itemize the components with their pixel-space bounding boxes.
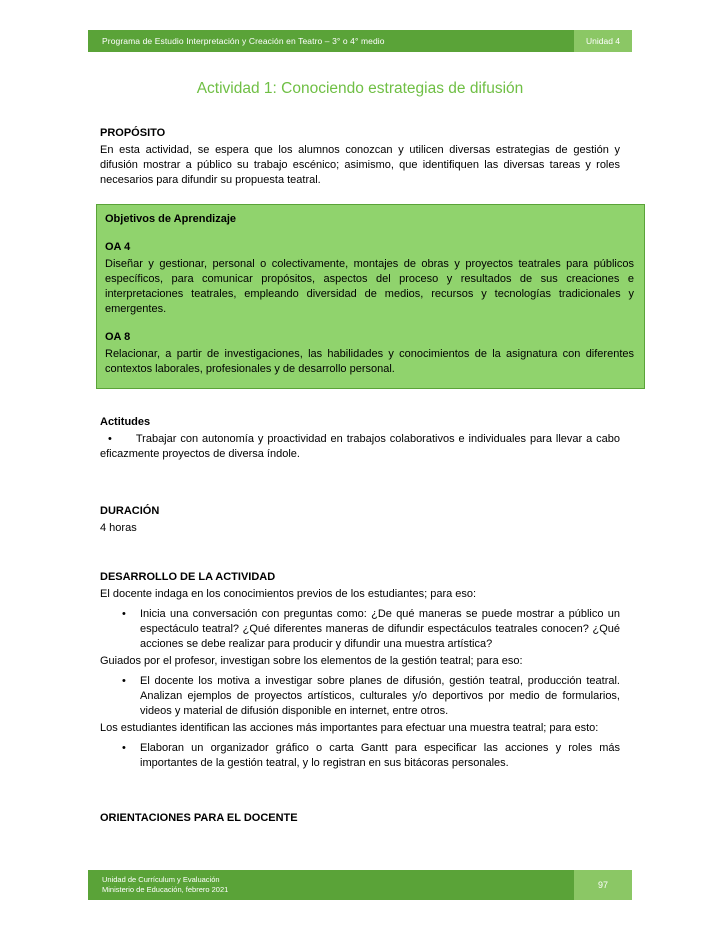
oa-box-heading: Objetivos de Aprendizaje xyxy=(105,213,237,225)
footer-bar xyxy=(88,870,632,900)
desarrollo-intro-3: Los estudiantes identifican las acciones más importantes para efectuar una muestra teatral; para esto: xyxy=(100,722,599,734)
orientaciones-heading: ORIENTACIONES PARA EL DOCENTE xyxy=(100,812,298,824)
oa4-code: OA 4 xyxy=(105,241,131,253)
desarrollo-section xyxy=(100,570,620,771)
duracion-heading: DURACIÓN xyxy=(100,505,160,517)
header-program-title: Programa de Estudio Interpretación y Creación en Teatro – 3° o 4° medio xyxy=(88,30,574,52)
list-item: • Elaboran un organizador gráfico o carta Gantt para especificar las acciones y roles más importantes de la gestión teatral, y lo registran en sus bitácoras personales. xyxy=(100,741,620,771)
page-number: 97 xyxy=(574,870,632,900)
spacer xyxy=(105,317,634,330)
duracion-value: 4 horas xyxy=(100,522,137,534)
footer-line1: Unidad de Currículum y Evaluación xyxy=(102,875,220,884)
desarrollo-bullets-3 xyxy=(100,741,620,771)
actitudes-bullet xyxy=(100,432,620,462)
objetivos-box xyxy=(96,204,645,389)
desarrollo-bullets-1 xyxy=(100,607,620,652)
desarrollo-bullets-2 xyxy=(100,674,620,719)
proposito-text: En esta actividad, se espera que los alumnos conozcan y utilicen diversas estrategias de gestión y difusión mostrar a público su trabajo escénico; asimismo, que identifiquen las diversas tareas y roles necesarios para difundir su propuesta teatral. xyxy=(100,144,620,186)
desarrollo-intro-1: El docente indaga en los conocimientos previos de los estudiantes; para eso: xyxy=(100,588,477,600)
header-unit-badge: Unidad 4 xyxy=(574,30,632,52)
spacer xyxy=(105,227,634,240)
actitudes-section xyxy=(100,415,620,462)
list-item: • Inicia una conversación con preguntas como: ¿De qué maneras se puede mostrar a público un espectáculo teatral? ¿Qué diferentes maneras de difundir espectáculos teatrales conocen? ¿Qué acciones se debe realizar para producir y difundir una muestra artística? xyxy=(100,607,620,652)
footer-credits xyxy=(88,870,574,900)
desarrollo-heading: DESARROLLO DE LA ACTIVIDAD xyxy=(100,571,276,583)
footer-line2: Ministerio de Educación, febrero 2021 xyxy=(102,885,229,894)
header-bar xyxy=(88,30,632,52)
page-content xyxy=(100,80,634,826)
proposito-heading: PROPÓSITO xyxy=(100,127,166,139)
oa8-text: Relacionar, a partir de investigaciones, las habilidades y conocimientos de la asignatura con diferentes contextos laborales, profesionales y de desarrollo personal. xyxy=(105,348,634,375)
activity-title: Actividad 1: Conociendo estrategias de difusión xyxy=(196,80,524,97)
actitudes-heading: Actitudes xyxy=(100,416,151,428)
actitudes-bullet-text: Trabajar con autonomía y proactividad en trabajos colaborativos e individuales para llevar a cabo eficazmente proyectos de diversa índole. xyxy=(100,433,620,460)
oa4-text: Diseñar y gestionar, personal o colectivamente, montajes de obras y proyectos teatrales para públicos específicos, para comunicar propósitos, aspectos del proceso y resultados de sus creaciones e interpretaciones teatrales, empleando diversidad de medios, recursos y tecnologías tradicionales y emergentes. xyxy=(105,258,634,315)
duracion-section xyxy=(100,504,620,536)
list-item: • El docente los motiva a investigar sobre planes de difusión, gestión teatral, producción teatral. Analizan ejemplos de proyectos artísticos, culturales y/o deportivos por medio de formularios, videos y material de difusión disponible en internet, entre otros. xyxy=(100,674,620,719)
oa8-code: OA 8 xyxy=(105,331,131,343)
bullet-dot: • xyxy=(108,433,112,445)
desarrollo-intro-2: Guiados por el profesor, investigan sobre los elementos de la gestión teatral; para eso: xyxy=(100,655,523,667)
